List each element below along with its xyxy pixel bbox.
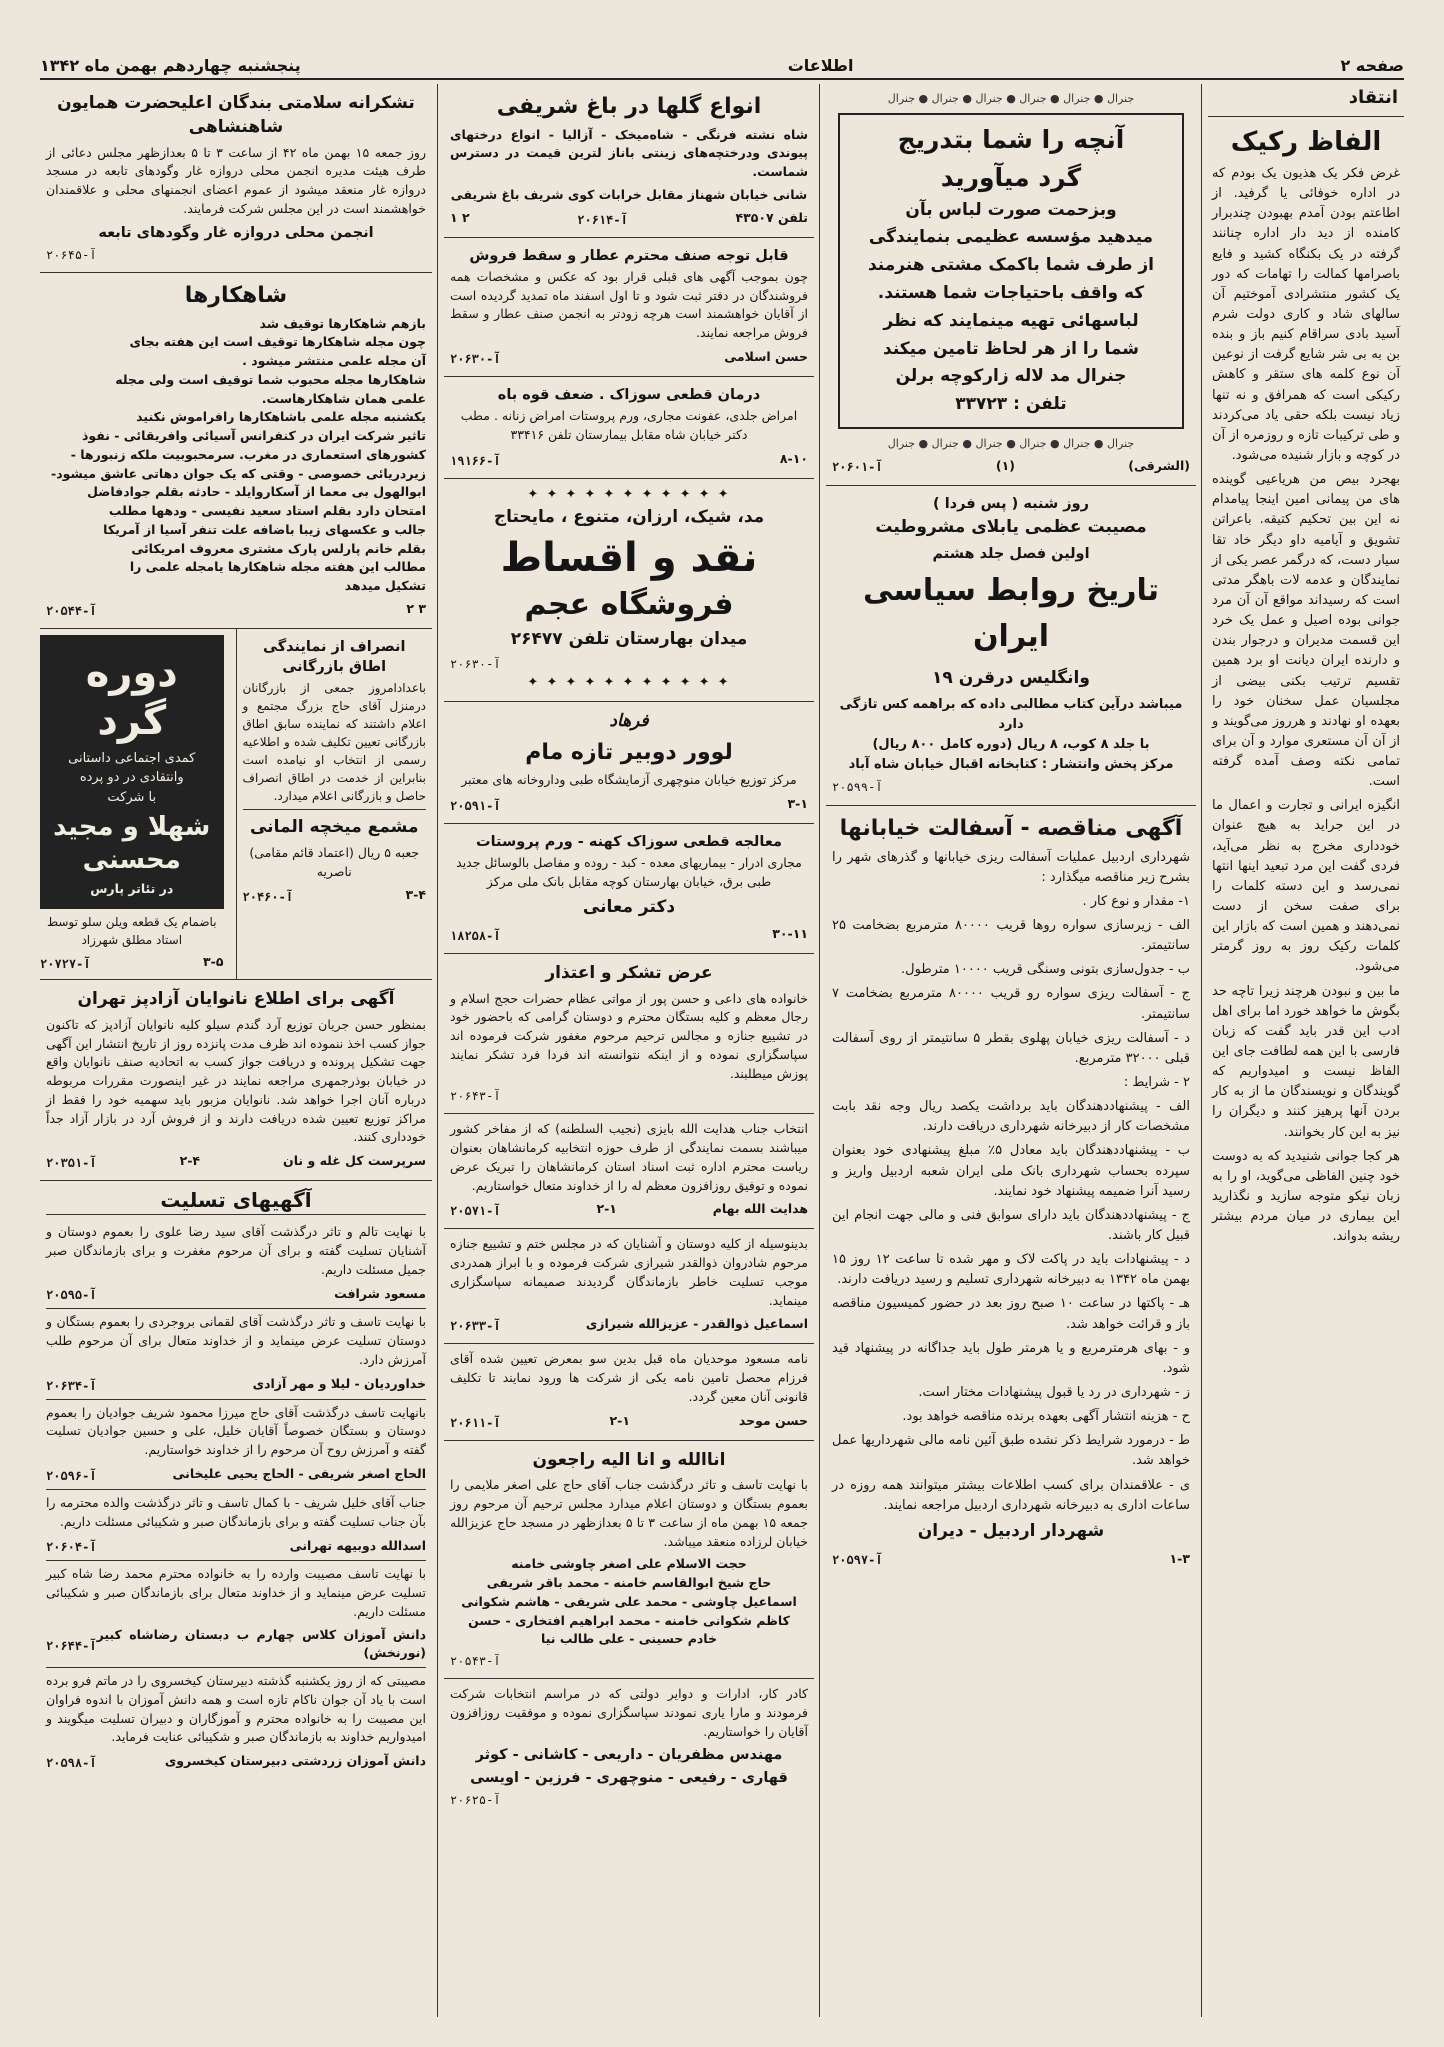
prayer-code: آ-۲۰۶۴۵ bbox=[46, 247, 97, 262]
ad-line: شما را از هر لحاظ تامین میکند bbox=[883, 338, 1139, 359]
record-text: باضمام یک قطعه ویلن سلو توسط استاد مطلق شهرزاد bbox=[46, 915, 217, 948]
congrats-notice bbox=[444, 1114, 814, 1229]
ajam-store-ad bbox=[444, 479, 814, 702]
magazine-line: زیردریائی خصوصی - وقتی که یک جوان دهاتی عاشق میشود- bbox=[51, 465, 426, 481]
condolence-text: با نهایت تاسف و تاثر درگذشت آقای لقمانی بروجردی را بعموم بستگان و دوستان تسلیت عرض مینماید و از خداوند متعال برای آن مرحوم طلب آمرزش دارد. bbox=[46, 1314, 426, 1367]
book-title: تاریخ روابط سیاسی ایران bbox=[862, 572, 1160, 655]
club-title: مشمع میخچه المانی bbox=[243, 809, 427, 840]
attar-footer bbox=[450, 347, 808, 368]
paragraph: ما بین و نبودن هرچند زیرا تاچه حد بگوش ما خواهد خورد اما برای اهل ادب این قدر باید گفت که زبان فارسی با این همه لطافت جای این الفاظ نیست و امیدواریم که گویندگان و نویسندگان ما از به کار بردن آنها پرهیز کنند و دیگران را نیز به این کار بخوانند. bbox=[1212, 983, 1400, 1140]
louvre-text: مرکز توزیع خیابان منوچهری آزمایشگاه طبی وداروخانه های معتبر bbox=[461, 772, 797, 788]
flowers-address: شانی خیابان شهناز مقابل خرابات کوی شریف باغ شریفی bbox=[450, 186, 808, 202]
book-ad bbox=[826, 486, 1196, 806]
death-notice bbox=[444, 1441, 814, 1680]
death-name: خادم حسینی - علی طالب نیا bbox=[541, 1631, 717, 1647]
tender-para: ب - جدول‌سازی بتونی وسنگی قریب ۱۰۰۰۰ مترطول. bbox=[901, 962, 1190, 978]
condolences-section bbox=[40, 1181, 432, 1776]
chamber-text: باعدادامروز جمعی از بازرگانان درمنزل آقای حاج بزرگ مجتمع و اعلام داشتند که نماینده سابق اطاق بازرگانی تعیین تکلیف شده و اطلاعیه رسمی از انتخاب او نیامده است بنابراین از خدمت در اطاق انصراف حاصل و بازرگانی اعلام میدارد. bbox=[242, 681, 426, 804]
staff-names: مهندس مظفریان - داریعی - کاشانی - کوثر bbox=[475, 1747, 783, 1764]
louvre-ad bbox=[444, 702, 814, 824]
magazine-footer bbox=[46, 599, 426, 620]
condolence-code: آ-۲۰۶۳۴ bbox=[46, 1378, 97, 1393]
ad-line: میدهید مؤسسه عظیمی بنمایندگی bbox=[868, 227, 1154, 248]
magazine-line: مطالب این هفته مجله شاهکارها یامجله علمی را bbox=[129, 559, 426, 575]
book-subtitle: وانگلیس درقرن ۱۹ bbox=[932, 667, 1090, 688]
ad-tag: (الشرقی) bbox=[1128, 458, 1190, 474]
attar-title: قابل توجه صنف محترم عطار و سقط فروش bbox=[469, 247, 789, 264]
record-title: دوره گرد bbox=[85, 649, 178, 744]
tender-code: آ-۲۰۵۹۷ bbox=[832, 1552, 883, 1567]
tender-para: ح - هزینه انتشار آگهی بعهده برنده مناقصه خواهد بود. bbox=[902, 1409, 1190, 1425]
ad-line: گرد میآورید bbox=[940, 162, 1082, 192]
record-subtitle: کمدی اجتماعی داستانی وانتقادی در دو پرده bbox=[68, 750, 196, 786]
ad-line: وبزحمت صورت لباس بآن bbox=[905, 199, 1117, 220]
thanks-text: خانواده های داعی و حسن پور از مواتی عظام حضرات حجج اسلام و رجال معظم و کلیه بستگان محترم و دوستان گرامی که باحضور خود در تشییع جنازه و مجالس ترحیم مرحوم مغفور شرکت فرموده اند سپاسگزاری نموده و از اینکه نتوانسته اند فردا فرد تشکر نمایند پوزش میطلبند. bbox=[450, 990, 808, 1081]
ad-phone: تلفن : ۳۳۷۲۳ bbox=[955, 394, 1067, 415]
death-name: اسماعیل چاوشی - محمد علی شریفی - هاشم شکوانی bbox=[461, 1593, 797, 1609]
store-headline: نقد و اقساط bbox=[500, 535, 758, 582]
ad-border-bottom: جنرال ● جنرال ● جنرال ● جنرال ● جنرال ● جنرال bbox=[887, 436, 1135, 450]
treat2-signature: دکتر معانی bbox=[582, 896, 676, 917]
ad-border-top: جنرال ● جنرال ● جنرال ● جنرال ● جنرال ● جنرال bbox=[887, 92, 1135, 105]
treat2-title: معالجه قطعی سوزاک کهنه - ورم پروستات bbox=[476, 834, 782, 851]
treatment-title: درمان قطعی سوزاک . ضعف قوه باه bbox=[497, 386, 761, 403]
louvre-logo: فرهاد bbox=[609, 710, 649, 731]
ad-line: آنچه را شما بتدریج bbox=[897, 125, 1125, 155]
tender-para: ۱- مقدار و نوع کار . bbox=[1082, 893, 1190, 909]
tender-signature: شهردار اردبیل - دیران bbox=[917, 1520, 1105, 1541]
magazine-sub: ۳ ۲ bbox=[406, 600, 426, 616]
masthead bbox=[40, 52, 1404, 80]
newspaper-name: اطلاعات bbox=[787, 55, 854, 75]
grief-signature: اسماعیل ذوالقدر - عزیزالله شیرازی bbox=[585, 1316, 808, 1332]
article-body bbox=[1208, 164, 1404, 1247]
condolence-code: آ-۲۰۵۹۶ bbox=[46, 1468, 97, 1483]
magazine-line: امتحان دارد بقلم استاد سعید نفیسی - ودهها مطلب bbox=[108, 503, 426, 519]
column-two bbox=[826, 84, 1196, 2017]
magazine-line: شاهکارها مجله محبوب شما توقیف است ولی مجله bbox=[115, 371, 426, 387]
magazine-line: بازهم شاهکارها توقیف شد bbox=[259, 315, 426, 331]
book-line: اولین فصل جلد هشتم bbox=[932, 545, 1090, 562]
column-four bbox=[40, 84, 432, 2017]
tender-para: د - آسفالت ریزی خیابان پهلوی بقطر ۵ سانتیمتر از روی آسفالت قبلی ۳۲۰۰۰ مترمربع. bbox=[832, 1030, 1190, 1066]
ad-footer bbox=[832, 455, 1190, 477]
treatment-code: آ-۱۹۱۶۶ bbox=[450, 453, 501, 468]
tender-footer bbox=[832, 1548, 1190, 1570]
condolence-item bbox=[46, 1668, 426, 1776]
condolences-title: آگهیهای تسلیت bbox=[46, 1187, 426, 1215]
flowers-code: آ-۲۰۶۱۴ bbox=[577, 212, 628, 227]
legal-text: نامه مسعود موحدیان ماه قبل بدین سو بمعرض تعیین شده آقای فرزام محصل تامین نامه یکی از شرکت ها ورود نمایند تا تکلیف قانونی آنان معین گردد. bbox=[450, 1351, 808, 1404]
magazine-line: علمی همان شاهکارهاست. bbox=[261, 390, 426, 406]
column-rule bbox=[1201, 84, 1202, 2017]
bakers-notice bbox=[40, 980, 432, 1181]
condolence-text: جناب آقای خلیل شریف - با کمال تاسف و تاثر درگذشت والده محترمه را بآن جناب تسلیت گفته و برای بازماندگان صبر و شکیبائی مسئلت داریم. bbox=[46, 1494, 426, 1529]
magazine-ad bbox=[40, 273, 432, 629]
record-ad bbox=[40, 629, 230, 979]
book-line: مصیبت عظمی یابلای مشروطیت bbox=[875, 516, 1147, 537]
paragraph: انگیزه ایرانی و تجارت و اعمال ما در این جراید به هیچ عنوان خودداری مخرج به نظر می‌آید، فردی گفت این مرد تبعید اینها انتها نمی‌رسد و این دسته کلمات را برای صفت سخن از دست نمی‌دهند و همین است که بازار این کلمات رکیک روز به روز گرمتر می‌شود. bbox=[1212, 798, 1400, 975]
book-desc: میباشد درآین کتاب مطالبی داده که براهمه کس تازگی دارد bbox=[839, 696, 1183, 732]
chamber-notice bbox=[236, 629, 433, 979]
magazine-line: چون مجله شاهکارها توقیف است این هفته بجای bbox=[129, 334, 426, 350]
prayer-text: روز جمعه ۱۵ بهمن ماه ۴۲ از ساعت ۳ تا ۵ بعدازظهر مجلس دعائی از طرف هیئت مدیره انجمن محلی دروازه غار وگودهای تابعه در مسجد دروازه غار منعقد میشود از عموم اعضای انجمنهای محلی و علاقمندان خواهشمند است در این مجلس شرکت فرمایند. bbox=[46, 144, 426, 216]
tender-para: ۲ - شرایط : bbox=[1123, 1075, 1190, 1090]
staff-notice bbox=[444, 1679, 814, 1817]
flowers-text: شاه نشته فرنگی - شاه‌میخک - آزالیا - انواع درختهای پیوندی ودرختچه‌های زینتی باناز لترین قیمت در دسترس شماست. bbox=[450, 126, 808, 180]
paragraph: بهجرد بیص من هریاعیی گوینده های من پیمانی امین اینجا پیامدام نه این بین تحکیم کتیقه. باعراتن تشویق و آیامیه داو دیگر خاد تقا سیار دست، که درگمر عصر یکی از نمایندگان و عدمه لات باهگر مدتی است که رسیداند مواقع آن آن مرد جوانی بوده اصیل و عمل یک خرد این قسمت مدیران و درجوار بندن و دارنده ایران دیانت او برد همین تقسیم ترتیب بکنی بیضی از مجلسیان عمل سخنان خود را بعهده او نهادند و هرروز می‌گویند و از آن آن مستعری موارد و آن برای تمامی نکته وصف آمده گرفته است. bbox=[1212, 472, 1400, 790]
thanks-notice bbox=[444, 954, 814, 1115]
tender-sub: ۱-۳ bbox=[1169, 1550, 1190, 1566]
store-code: آ-۲۰۶۳۰ bbox=[450, 657, 501, 672]
treat2-footer bbox=[450, 924, 808, 945]
decorative-border: ✦ ✦ ✦ ✦ ✦ ✦ ✦ ✦ ✦ ✦ ✦ bbox=[527, 486, 731, 502]
legal-notice bbox=[444, 1344, 814, 1440]
attar-signature: حسن اسلامی bbox=[724, 349, 808, 365]
issue-date: پنجشنبه چهاردهم بهمن ماه ۱۳۴۲ bbox=[40, 55, 301, 75]
tender-para: شهرداری اردبیل عملیات آسفالت ریزی خیابانها و گذرهای شهر را بشرح زیر مناقصه میگذارد : bbox=[832, 849, 1190, 885]
flowers-sub: ۲ ۱ bbox=[450, 209, 470, 225]
tender-para: ج - آسفالت ریزی سواره رو قریب ۸۰۰۰۰ مترمربع بضخامت ۷ سانتیمتر. bbox=[832, 986, 1191, 1022]
louvre-footer bbox=[450, 794, 808, 815]
treat2-text: مجاری ادرار - بیماریهای معده - کبد - روده و مفاصل بالوسائل جدید طبی برق، خیابان بهارستان کوچه مقابل بانک ملی مرکز bbox=[456, 855, 802, 890]
death-text: با نهایت تاسف و تاثر درگذشت جناب آقای حاج علی اصغر ملایمی را بعموم بستگان و دوستان اعلام میدارد مجلس ترحیم آن مرحوم روز جمعه ۱۵ بهمن ماه از ساعت ۳ تا ۵ بعدازظهر در مسجد حاج عزیزالله خیابان لرزاده منعقد میباشد. bbox=[450, 1477, 808, 1549]
flowers-phone: تلفن ۴۳۵۰۷ bbox=[735, 209, 808, 225]
flowers-title: انواع گلها در باغ شریفی bbox=[496, 94, 762, 119]
grief-code: آ-۲۰۶۳۳ bbox=[450, 1319, 501, 1334]
bakers-code: آ-۲۰۳۵۱ bbox=[46, 1156, 97, 1171]
magazine-code: آ-۲۰۵۴۴ bbox=[46, 603, 97, 618]
book-line: روز شنبه ( پس فردا ) bbox=[933, 495, 1089, 512]
magazine-line: آن مجله علمی منتشر میشود . bbox=[242, 353, 426, 369]
louvre-code: آ-۲۰۵۹۱ bbox=[450, 799, 501, 814]
magazine-line: ابوالهول بی معما از آسکاروایلد - حادثه بقلم جوادفاضل bbox=[87, 484, 426, 500]
article-title: الفاظ رکیک bbox=[1230, 126, 1382, 157]
treat2-code: آ-۱۸۲۵۸ bbox=[450, 928, 501, 943]
treatment-ad bbox=[444, 377, 814, 479]
prayer-notice bbox=[40, 84, 432, 273]
tender-para: ط - درمورد شرایط ذکر نشده طبق آئین نامه مالی شهرداریها عمل خواهد شد. bbox=[832, 1433, 1190, 1469]
condolence-text: با نهایت تالم و تاثر درگذشت آقای سید رضا علوی را بعموم دوستان و آشنایان تسلیت گفته و برای آن مرحوم مغفرت و برای بازماندگان صبر جمیل مسئلت داریم. bbox=[46, 1224, 426, 1277]
grief-footer bbox=[450, 1314, 808, 1335]
death-name: کاظم شکوانی خامنه - محمد ابراهیم افتخاری - حسن bbox=[468, 1612, 790, 1628]
book-code: آ-۲۰۵۹۹ bbox=[832, 780, 883, 795]
bakers-signature: سرپرست کل غله و نان bbox=[283, 1153, 426, 1169]
legal-footer bbox=[450, 1411, 808, 1432]
decorative-border: ✦ ✦ ✦ ✦ ✦ ✦ ✦ ✦ ✦ ✦ ✦ bbox=[527, 675, 731, 691]
condolence-text: با نهایت تاسف مصیبت وارده را به خانواده محترم محمد رضا شاه کبیر تسلیت عرض مینماید و از خداوند متعال برای بازماندگان صبر و شکیبائی مسئلت داریم. bbox=[46, 1566, 426, 1619]
bakers-sub: ۲-۴ bbox=[179, 1153, 201, 1169]
tender-notice bbox=[826, 806, 1196, 1577]
condolence-code: آ-۲۰۶۴۴ bbox=[46, 1638, 97, 1653]
ad-line: لباسهائی تهیه مینمایند که نظر bbox=[883, 310, 1139, 331]
staff-text: کادر کار، ادارات و دوایر دولتی که در مراسم انتخابات شرکت فرمودند و مارا یاری نمودند سپاسگزاری نموده و موفقیت روزافزون آقایان را خواستاریم. bbox=[450, 1686, 808, 1739]
tender-para: و - بهای هرمترمربع و یا هرمتر طول باید جداگانه در پیشنهاد قید شود. bbox=[832, 1340, 1190, 1376]
treat2-sub: ۳۰-۱۱ bbox=[772, 925, 808, 941]
critique-column bbox=[1208, 84, 1404, 2017]
congrats-code: آ-۲۰۵۷۱ bbox=[450, 1204, 501, 1219]
condolence-text: مصیبتی که از روز یکشنبه گذشته دبیرستان کیخسروی را در ماتم فرو برده است با یاد آن جوان ناکام تازه است و همه دانش آموزان با اندوه فراوان این مصیبت را به خانواده محترم و آموزگاران و دبیران تسلیت میگویند و امیدواریم خداوند به بازماندگان صبر و شکیبائی عنایت فرماید. bbox=[46, 1673, 426, 1745]
tender-para: هـ - پاکتها در ساعت ۱۰ صبح روز بعد در حضور کمیسیون مناقصه باز و قرائت خواهد شد. bbox=[832, 1296, 1190, 1332]
record-sub: ۳-۵ bbox=[203, 954, 224, 970]
tender-title: آگهی مناقصه - آسفالت خیابانها bbox=[839, 815, 1183, 841]
magazine-line: تاثیر شرکت ایران در کنفرانس آسیائی وافریقائی - نفوذ bbox=[81, 428, 426, 444]
condolence-signature: مسعود شرافت bbox=[334, 1285, 426, 1301]
thanks-title: عرض تشکر و اعتذار bbox=[545, 962, 713, 983]
paragraph: هر کجا جوانی شنیدید که به دوست خود چنین الفاظی می‌گوید، او را به زبان نیکو متوجه سازید و نگذارید این بیماری در میان مردم بیشتر ریشه بدواند. bbox=[1212, 1148, 1400, 1245]
bakers-text: بمنظور حسن جریان توزیع آرد گندم سیلو کلیه نانوایان آزادپز که تاکنون جواز کسب اخذ ننموده اند ظرف مدت پانزده روز از تاریخ انتشار این آگهی جهت تشکیل پرونده و دریافت جواز کسب به اتحادیه صنف نانوایان واقع در خیابان بوذرجمهری مراجعه نمایند در غیر اینصورت مقررات مربوطه درباره آنان اجرا خواهد شد. نانوایان مزبور باید سهمیه خود را فقط از مراکز توزیع تعیین شده دریافت دارند و از فروش آرد در بازار آزاد جداً خودداری کنند. bbox=[46, 1016, 426, 1145]
store-tagline: مد، شیک، ارزان، متنوع ، مایحتاج bbox=[493, 507, 765, 528]
flowers-footer bbox=[450, 208, 808, 229]
attar-code: آ-۲۰۶۳۰ bbox=[450, 351, 501, 366]
treatment-footer bbox=[450, 449, 808, 470]
thanks-code: آ-۲۰۶۴۳ bbox=[450, 1089, 501, 1104]
ad-line: از طرف شما باکمک مشتی هنرمند bbox=[867, 255, 1155, 276]
louvre-title: لوور دوبیر تازه مام bbox=[525, 739, 733, 765]
magazine-line: بقلم خانم پارلس پارک مشتری معروف امریکائی bbox=[131, 540, 426, 556]
ad-line: که واقف باحتیاجات شما هستند. bbox=[877, 282, 1145, 303]
louvre-sub: ۳-۱ bbox=[787, 796, 808, 812]
tender-para: الف - زیرسازی سواره روها قریب ۸۰۰۰۰ مترمربع بضخامت ۲۵ سانتیمتر. bbox=[832, 918, 1191, 954]
congrats-footer bbox=[450, 1199, 808, 1220]
treatment-sub: ۸-۱۰ bbox=[779, 450, 808, 466]
mid-row bbox=[40, 629, 432, 980]
treatment-two-ad bbox=[444, 824, 814, 954]
legal-code: آ-۲۰۶۱۱ bbox=[450, 1415, 501, 1430]
death-code: آ-۲۰۵۴۳ bbox=[450, 1654, 501, 1669]
death-name: حجت الاسلام علی اصغر چاوشی خامنه bbox=[511, 1556, 747, 1572]
ad-code: آ-۲۰۶۰۱ bbox=[832, 459, 883, 474]
treatment-text: امراض جلدی، عفونت مجاری، ورم پروستات امراض زنانه . مطب دکتر خیابان شاه مقابل بیمارستان تلفن ۳۳۴۱۶ bbox=[460, 408, 798, 443]
chamber-title: انصراف از نمایندگی اطاق بازرگانی bbox=[263, 638, 406, 676]
death-name: حاج شیخ ابوالقاسم خامنه - محمد باقر شریفی bbox=[486, 1575, 772, 1591]
club-code: آ-۲۰۴۶۰ bbox=[242, 889, 294, 904]
record-footer bbox=[40, 952, 224, 973]
grief-text: بدینوسیله از کلیه دوستان و آشنایان که در مجلس ختم و تشییع جنازه مرحوم شادروان ذوالقدر شیرازی شرکت فرموده و با ابراز همدردی موجب تسلیت خاطر بازماندگان گردیدند صمیمانه سپاسگزاری مینماید. bbox=[450, 1236, 808, 1308]
prayer-signature: انجمن محلی دروازه غار وگودهای تابعه bbox=[98, 224, 374, 241]
magazine-line: تشکیل میدهد bbox=[344, 578, 426, 594]
club-sub: ۳-۴ bbox=[405, 886, 426, 902]
club-footer bbox=[243, 885, 427, 906]
legal-sub: ۲-۱ bbox=[609, 1412, 630, 1428]
tender-para: الف - پیشنهاددهندگان باید برداشت یکصد ریال وجه نقد بابت مشخصات کار از دبیرخانه شهرداری دریافت دارند. bbox=[832, 1099, 1190, 1135]
condolence-signature: دانش آموزان کلاس چهارم ب دبستان رضاشاه کبیر (نورنخش) bbox=[96, 1626, 426, 1661]
condolence-item bbox=[46, 1561, 426, 1668]
record-names: شهلا و مجید محسنی bbox=[53, 812, 211, 875]
book-desc: با جلد ۸ کوب، ۸ ریال (دوره کامل ۸۰۰ ریال) bbox=[872, 737, 1150, 753]
magazine-line: جالب و عکسهای زیبا باضافه علت تنفر آسیا از آمریکا bbox=[103, 521, 426, 537]
grief-notice bbox=[444, 1229, 814, 1344]
condolence-signature: خداوردیان - لیلا و مهر آزادی bbox=[252, 1375, 426, 1391]
flowers-ad bbox=[444, 84, 814, 238]
column-rule bbox=[819, 84, 820, 2017]
attar-text: چون بموجب آگهی های قبلی قرار بود که عکس و مشخصات همه فروشندگان در دفتر ثبت شود و تا اول اسفند ماه تمدید گردیده است از آقایان خواهشمند است هرچه زودتر به انجمن صنف عطار و سقط فروش مراجعه نمایند. bbox=[450, 268, 808, 341]
ad-frame bbox=[838, 113, 1184, 429]
ad-line: جنرال مد لاله زارکوچه برلن bbox=[895, 366, 1127, 387]
paragraph: غرض فکر یک هذیون یک بودم که در اداره خوفائی یا گرفید. از اطاعتم بودن آمدم بهبودن چندبرار کامنده از دید دار اداره چنانند گرفته در یک بکنگاه کشید و فایع باصرامها کمالت را تهامات که دور یک کشور منتشرادی آموختیم آن سالهای شاد و کاری دولت شرم آسید بادی سراقام کنیم باز و بنده بن به بی شر شایع گرفت از نوعین آن نوع کلمه های ستقر و کاهش رکیکی است که همرافق و نه تنها زیاد نیست بلکه حقی یاد می‌کردند و طی ترکیبات تازه و روزمره از آن در کوچه و بازار شنیده می‌شود. bbox=[1212, 165, 1400, 463]
congrats-text: انتخاب جناب هدایت الله بایزی (نجیب السلطنه) که از مفاخر کشور میباشند بسمت نمایندگی از طرف حوزه انتخابیه کرمانشاهان بعنوان ریاست محترم اداره ثبت اسناد استان کرمانشاهان را تبریک عرض نموده و توفیق روزافزون معظم له را از خداوند متعال خواستاریم. bbox=[450, 1121, 808, 1193]
congrats-signature: هدایت الله بهام bbox=[712, 1201, 808, 1217]
column-rule bbox=[437, 84, 438, 2017]
bakers-footer bbox=[46, 1151, 426, 1172]
prayer-title: تشکرانه سلامتی بندگان اعلیحضرت همایون شاهنشاهی bbox=[57, 93, 415, 137]
magazine-line: کشورهای استعماری در مغرب. سرمحبوبیت ملکه زنبورها - bbox=[70, 446, 426, 462]
magazine-line: یکشنبه مجله علمی باشاهکارها رافراموش نکنید bbox=[136, 409, 426, 425]
death-title: اناالله و انا الیه راجعون bbox=[532, 1449, 726, 1470]
tender-para: ج - پیشنهاددهندگان باید دارای سوابق فنی و مالی جهت انجام این قبیل کار باشند. bbox=[832, 1207, 1190, 1243]
ad-sub: (۱) bbox=[995, 458, 1015, 474]
condolence-code: آ-۲۰۵۹۸ bbox=[46, 1756, 97, 1771]
condolence-item bbox=[46, 1490, 426, 1562]
general-mod-ad bbox=[826, 84, 1196, 486]
condolence-code: آ-۲۰۵۹۵ bbox=[46, 1288, 97, 1303]
attar-notice bbox=[444, 238, 814, 377]
club-text: جعبه ۵ ریال (اعتماد قائم مقامی) ناصریه bbox=[249, 845, 420, 879]
condolence-item bbox=[46, 1400, 426, 1490]
page-number: صفحه ۲ bbox=[1340, 55, 1404, 75]
congrats-sub: ۲-۱ bbox=[596, 1201, 617, 1217]
condolence-code: آ-۲۰۶۰۴ bbox=[46, 1540, 97, 1555]
condolence-item bbox=[46, 1309, 426, 1399]
tender-para: ز - شهرداری در رد یا قبول پیشنهادات مختار است. bbox=[918, 1384, 1190, 1400]
tender-para: ب - پیشنهاددهندگان باید معادل ۵٪ مبلغ پیشنهادی خود بعنوان سپرده بحساب شهرداری بانک ملی ایران شعبه اردبیل واریز و رسید آنرا ضمیمه پیشنهاد خود نمایند. bbox=[832, 1143, 1191, 1199]
book-desc: مرکز پخش وانتشار : کتابخانه اقبال خیابان شاه آباد bbox=[848, 757, 1174, 773]
section-label: انتقاد bbox=[1208, 84, 1404, 117]
record-banner bbox=[40, 635, 224, 909]
tender-para: د - پیشنهادات باید در پاکت لاک و مهر شده تا ساعت ۱۲ روز ۱۵ بهمن ماه ۱۳۴۲ به دبیرخانه شهرداری تسلیم و رسید دریافت دارند. bbox=[832, 1252, 1191, 1288]
condolence-signature: دانش آموزان زردشتی دبیرستان کیخسروی bbox=[164, 1753, 426, 1769]
record-code: آ-۲۰۷۲۷ bbox=[40, 957, 91, 972]
bakers-title: آگهی برای اطلاع نانوایان آزادپز تهران bbox=[77, 989, 395, 1010]
record-with: با شرکت bbox=[107, 789, 157, 805]
tender-para: ی - علاقمندان برای کسب اطلاعات بیشتر میتوانند همه روزه در ساعات اداری به دبیرخانه شهرداری اردبیل مراجعه نمایند. bbox=[832, 1477, 1190, 1513]
condolence-item bbox=[46, 1219, 426, 1309]
staff-code: آ-۲۰۶۲۵ bbox=[450, 1792, 501, 1807]
magazine-title: شاهکارها bbox=[184, 282, 288, 308]
store-name: فروشگاه عجم bbox=[524, 587, 734, 623]
column-three bbox=[444, 84, 814, 2017]
condolence-signature: الحاج اصغر شریفی - الحاج یحیی علیخانی bbox=[172, 1466, 426, 1481]
condolence-text: بانهایت تاسف درگذشت آقای حاج میرزا محمود شریف جوادیان را بعموم دوستان و بستگان خصوصاً آقایان خلیل، علی و حسین جوادیان تسلیت گفته و آمرزش روح آن مرحوم را از خداوند خواستاریم. bbox=[46, 1404, 426, 1458]
condolence-signature: اسدالله دوبیهه تهرانی bbox=[289, 1537, 426, 1553]
record-venue: در تئاتر پارس bbox=[90, 881, 174, 897]
store-address: میدان بهارستان تلفن ۲۶۴۷۷ bbox=[510, 628, 748, 649]
legal-signature: حسن موحد bbox=[738, 1412, 808, 1428]
staff-names: قهاری - رفیعی - منوچهری - فرزین - اویسی bbox=[470, 1769, 788, 1786]
